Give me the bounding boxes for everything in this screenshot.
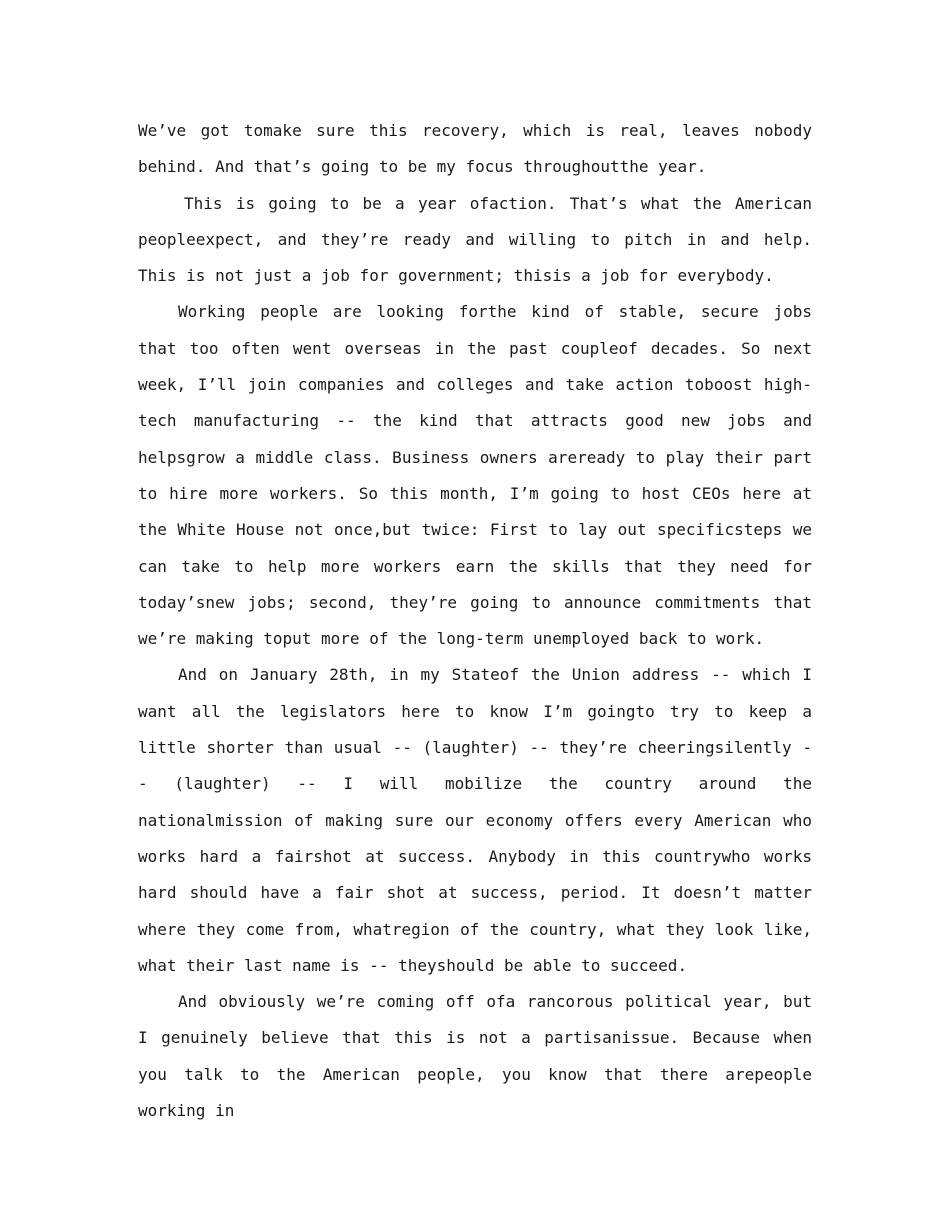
paragraph-3: Working people are looking forthe kind of stable, secure jobs that too often went overseas in the past coupleof decades. So next week, I’ll join companies and colleges and take action toboost high-tech manufacturing -- the kind that attracts good new jobs and helpsgrow a middle class. Business owners areready to play their part to hire more workers. So this month, I’m going to host CEOs here at the White House not once,but twice: First to lay out specificsteps we can take to help more workers earn the skills that they need for today’snew jobs; second, they’re going to announce commitments that we’re making toput more of the long-term unemployed back to work.: [138, 302, 812, 649]
document-body: [138, 113, 812, 1129]
paragraph-2: This is going to be a year ofaction. That’s what the American peopleexpect, and they’re ready and willing to pitch in and help. This is not just a job for government; thisis a job for everybody.: [138, 193, 812, 286]
paragraph-1: We’ve got tomake sure this recovery, which is real, leaves nobody behind. And that’s going to be my focus throughoutthe year.: [138, 121, 812, 177]
paragraph-5: And obviously we’re coming off ofa rancorous political year, but I genuinely believe that this is not a partisanissue. Because when you talk to the American people, you know that there arepeople working in: [138, 992, 812, 1121]
paragraph-4: And on January 28th, in my Stateof the Union address -- which I want all the legislators here to know I’m goingto try to keep a little shorter than usual -- (laughter) -- they’re cheeringsilently -- (laughter) -- I will mobilize the country around the nationalmission of making sure our economy offers every American who works hard a fairshot at success. Anybody in this countrywho works hard should have a fair shot at success, period. It doesn’t matter where they come from, whatregion of the country, what they look like, what their last name is -- theyshould be able to succeed.: [138, 665, 812, 975]
